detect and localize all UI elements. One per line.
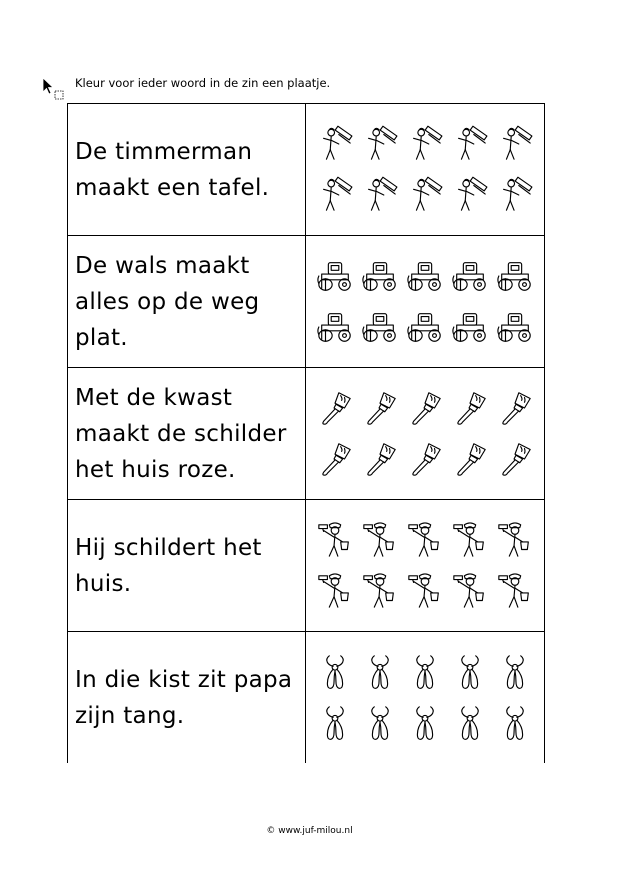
sentence-line: De wals maakt: [75, 252, 250, 279]
table-row: [67, 235, 545, 367]
paintbrush-icon: [312, 382, 357, 434]
carpenter-icon: [312, 170, 357, 222]
instruction-text: Kleur voor ieder woord in de zin een plaatje.: [75, 76, 331, 90]
sentence-cell: [68, 500, 306, 631]
sentence-cell: [68, 632, 306, 763]
picture-cell: [306, 500, 544, 631]
road-roller-icon: [312, 302, 357, 354]
carpenter-icon: [357, 170, 402, 222]
sentence-cell: [68, 236, 306, 367]
table-row: [67, 103, 545, 235]
road-roller-icon: [448, 250, 493, 302]
picture-cell: [306, 368, 544, 499]
paintbrush-icon: [493, 382, 538, 434]
paintbrush-icon: [448, 382, 493, 434]
carpenter-icon: [448, 118, 493, 170]
sentence-line: huis.: [75, 570, 132, 597]
sentence-line: zijn tang.: [75, 702, 185, 729]
painter-icon: [357, 566, 402, 618]
carpenter-icon: [493, 170, 538, 222]
pliers-icon: [402, 646, 447, 698]
painter-icon: [357, 514, 402, 566]
sentence-line: Met de kwast: [75, 384, 233, 411]
carpenter-icon: [357, 118, 402, 170]
painter-icon: [312, 566, 357, 618]
carpenter-icon: [402, 170, 447, 222]
painter-icon: [448, 514, 493, 566]
painter-icon: [402, 514, 447, 566]
sentence-line: In die kist zit papa: [75, 666, 293, 693]
carpenter-icon: [493, 118, 538, 170]
road-roller-icon: [312, 250, 357, 302]
table-row: [67, 367, 545, 499]
paintbrush-icon: [402, 382, 447, 434]
pliers-icon: [402, 698, 447, 750]
pliers-icon: [493, 698, 538, 750]
sentence-cell: [68, 368, 306, 499]
carpenter-icon: [402, 118, 447, 170]
copyright-footer: © www.juf-milou.nl: [266, 826, 353, 836]
paintbrush-icon: [448, 434, 493, 486]
pliers-icon: [357, 646, 402, 698]
painter-icon: [493, 514, 538, 566]
sentence-line: het huis roze.: [75, 456, 236, 483]
painter-icon: [493, 566, 538, 618]
sentence-line: plat.: [75, 324, 128, 351]
pliers-icon: [493, 646, 538, 698]
painter-icon: [312, 514, 357, 566]
road-roller-icon: [357, 302, 402, 354]
carpenter-icon: [312, 118, 357, 170]
pliers-icon: [312, 646, 357, 698]
road-roller-icon: [493, 302, 538, 354]
picture-cell: [306, 632, 544, 763]
paintbrush-icon: [493, 434, 538, 486]
paintbrush-icon: [402, 434, 447, 486]
road-roller-icon: [493, 250, 538, 302]
road-roller-icon: [402, 302, 447, 354]
paintbrush-icon: [357, 434, 402, 486]
worksheet-table: [67, 103, 545, 763]
carpenter-icon: [448, 170, 493, 222]
sentence-line: De timmerman: [75, 138, 253, 165]
pliers-icon: [448, 646, 493, 698]
road-roller-icon: [448, 302, 493, 354]
sentence-line: Hij schildert het: [75, 534, 262, 561]
road-roller-icon: [402, 250, 447, 302]
road-roller-icon: [357, 250, 402, 302]
mouse-cursor-icon: [42, 77, 66, 101]
sentence-cell: [68, 104, 306, 235]
table-row: [67, 499, 545, 631]
table-row: [67, 631, 545, 763]
picture-cell: [306, 236, 544, 367]
sentence-line: maakt de schilder: [75, 420, 287, 447]
pliers-icon: [312, 698, 357, 750]
picture-cell: [306, 104, 544, 235]
painter-icon: [448, 566, 493, 618]
paintbrush-icon: [312, 434, 357, 486]
sentence-line: alles op de weg: [75, 288, 260, 315]
pliers-icon: [357, 698, 402, 750]
painter-icon: [402, 566, 447, 618]
paintbrush-icon: [357, 382, 402, 434]
sentence-line: maakt een tafel.: [75, 174, 270, 201]
pliers-icon: [448, 698, 493, 750]
